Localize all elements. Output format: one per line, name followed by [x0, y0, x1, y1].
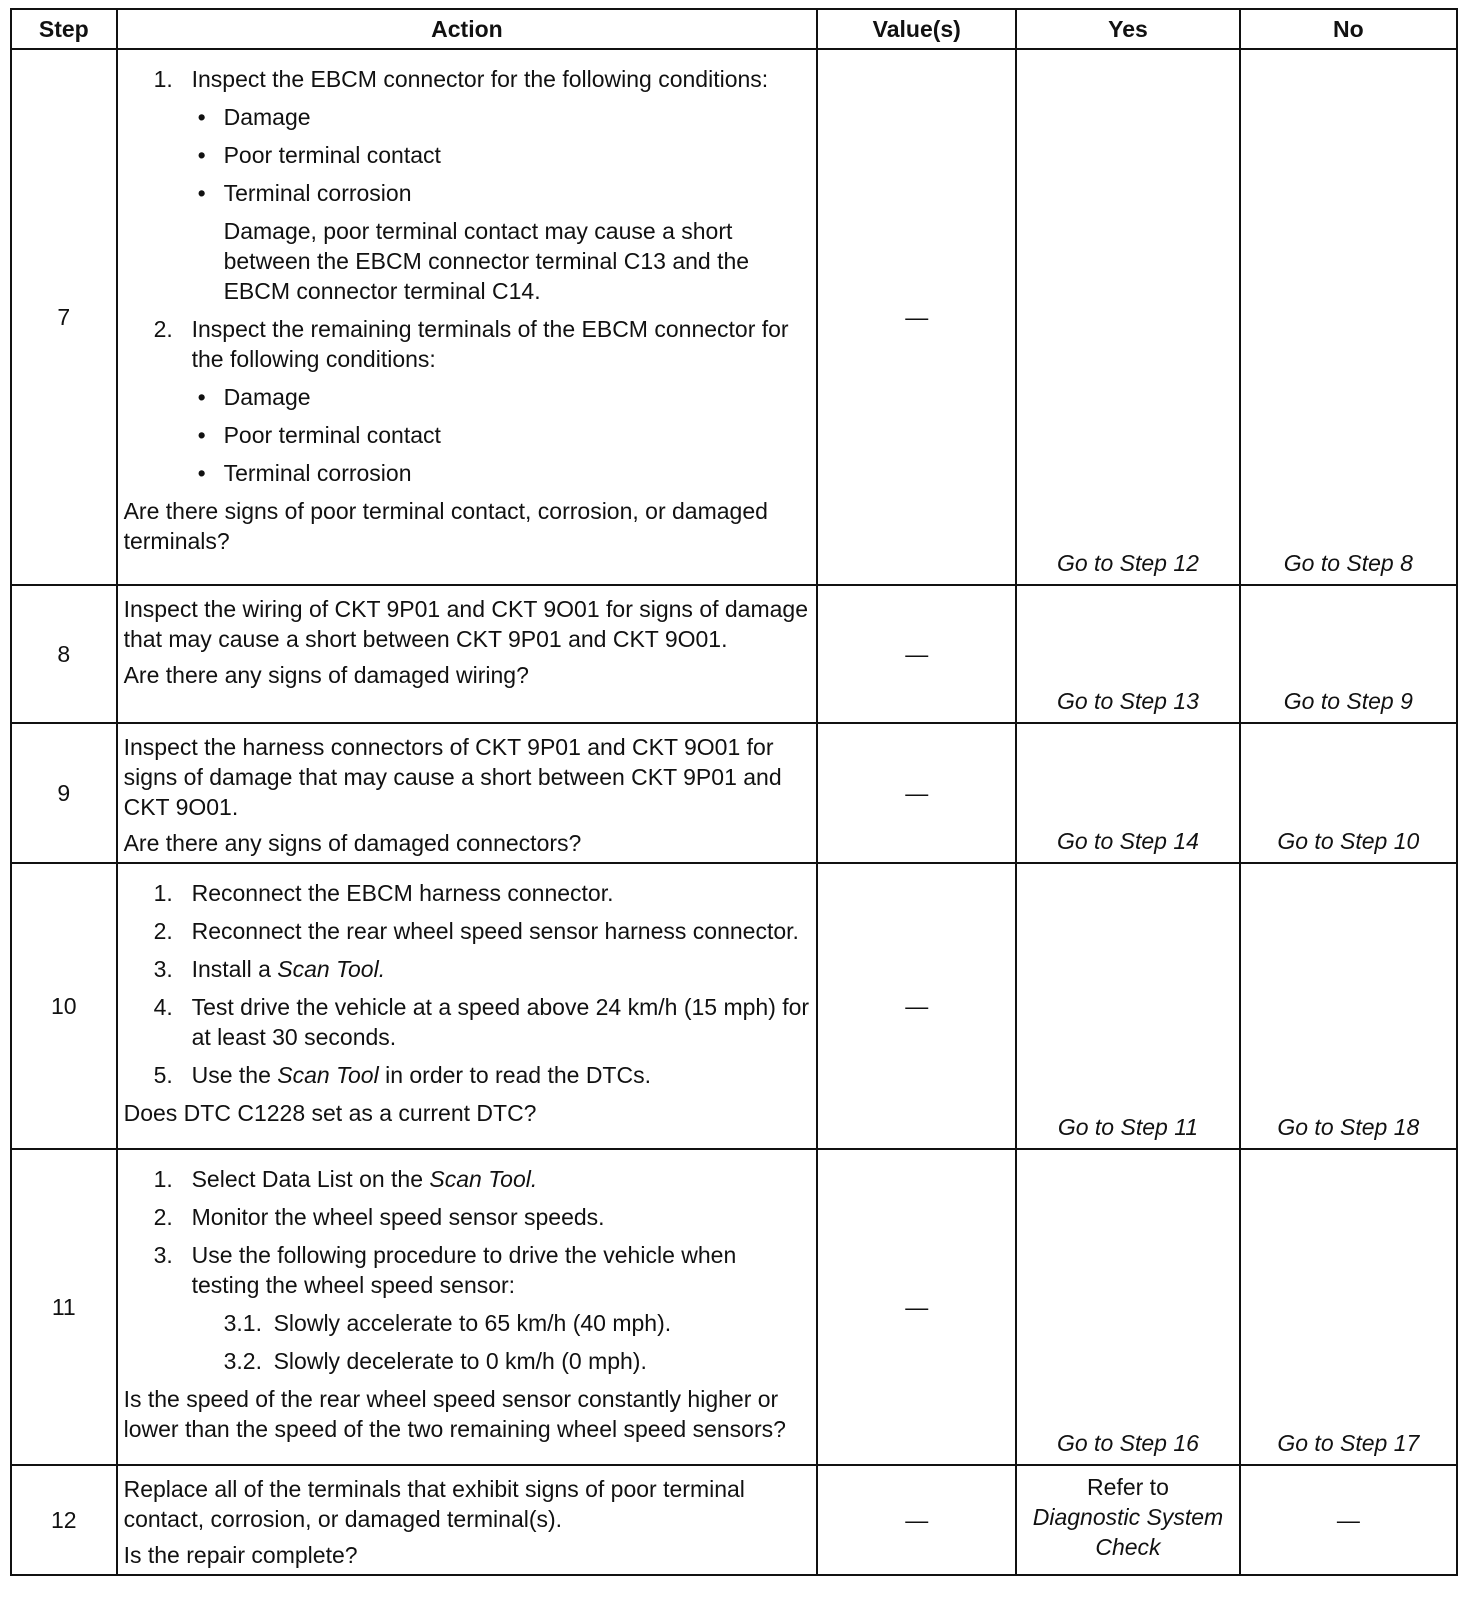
item-number: 1.: [153, 66, 173, 92]
list-item: [124, 1164, 811, 1194]
list-item: [124, 1240, 811, 1300]
yes-cell: Go to Step 12: [1016, 49, 1239, 585]
question-text: Are there any signs of damaged connectors?: [123, 830, 582, 856]
item-text: Inspect the remaining terminals of the EBCM connector for the following conditions:: [191, 316, 789, 372]
table-row: [11, 49, 1457, 585]
value-cell: —: [817, 585, 1016, 723]
question-text: Is the speed of the rear wheel speed sensor constantly higher or lower than the speed of the two remaining wheel speed sensors?: [123, 1386, 786, 1442]
header-action: Action: [117, 9, 818, 49]
item-text-italic: Scan Tool: [277, 1062, 379, 1088]
value-cell: —: [817, 863, 1016, 1149]
note-text: Damage, poor terminal contact may cause a short between the EBCM connector terminal C13 and the EBCM connector terminal C14.: [223, 218, 750, 304]
step-number: 10: [11, 863, 117, 1149]
table-row: [11, 1149, 1457, 1465]
item-text-italic: Scan Tool.: [429, 1166, 538, 1192]
bullet-item: [124, 178, 811, 208]
list-item: [124, 314, 811, 374]
no-cell: Go to Step 8: [1240, 49, 1457, 585]
item-number: 2.: [153, 918, 173, 944]
action-cell: [117, 1465, 818, 1575]
bullet-icon: •: [197, 142, 206, 168]
action-cell: [117, 585, 818, 723]
yes-cell: Go to Step 14: [1016, 723, 1239, 863]
bullet-icon: •: [197, 384, 206, 410]
bullet-text: Terminal corrosion: [223, 180, 412, 206]
bullet-icon: •: [197, 104, 206, 130]
sub-item: [124, 1346, 811, 1376]
action-cell: [117, 49, 818, 585]
item-text: Inspect the EBCM connector for the following conditions:: [191, 66, 769, 92]
bullet-text: Damage: [223, 104, 311, 130]
item-number: 1.: [153, 1166, 173, 1192]
sub-item: [124, 1308, 811, 1338]
sub-item-text: Slowly decelerate to 0 km/h (0 mph).: [273, 1348, 647, 1374]
value-cell: —: [817, 1149, 1016, 1465]
bullet-item: [124, 140, 811, 170]
header-row: [11, 9, 1457, 49]
yes-cell: Go to Step 11: [1016, 863, 1239, 1149]
bullet-icon: •: [197, 422, 206, 448]
value-cell: —: [817, 1465, 1016, 1575]
bullet-item: [124, 382, 811, 412]
action-text: Replace all of the terminals that exhibit signs of poor terminal contact, corrosion, or damaged terminal(s).: [123, 1476, 745, 1532]
question-text: Is the repair complete?: [123, 1542, 358, 1568]
item-text: Monitor the wheel speed sensor speeds.: [191, 1204, 605, 1230]
yes-cell: [1016, 1465, 1239, 1575]
list-item: [124, 64, 811, 94]
table-row: [11, 1465, 1457, 1575]
list-item: [124, 1060, 811, 1090]
list-item: [124, 1202, 811, 1232]
step-number: 7: [11, 49, 117, 585]
yes-cell: Go to Step 16: [1016, 1149, 1239, 1465]
value-cell: —: [817, 723, 1016, 863]
item-number: 3.: [153, 956, 173, 982]
table-row: [11, 585, 1457, 723]
item-text: Select Data List on the: [191, 1166, 430, 1192]
no-cell: Go to Step 10: [1240, 723, 1457, 863]
header-value: Value(s): [817, 9, 1016, 49]
item-number: 5.: [153, 1062, 173, 1088]
item-text: in order to read the DTCs.: [378, 1062, 651, 1088]
step-number: 9: [11, 723, 117, 863]
sub-item-number: 3.1.: [223, 1310, 262, 1336]
header-yes: Yes: [1016, 9, 1239, 49]
action-cell: [117, 863, 818, 1149]
bullet-text: Poor terminal contact: [223, 142, 441, 168]
header-step: Step: [11, 9, 117, 49]
item-text: Use the following procedure to drive the vehicle when testing the wheel speed sensor:: [191, 1242, 737, 1298]
item-number: 4.: [153, 994, 173, 1020]
item-number: 1.: [153, 880, 173, 906]
list-item: [124, 954, 811, 984]
item-text: Reconnect the rear wheel speed sensor harness connector.: [191, 918, 799, 944]
item-text: Reconnect the EBCM harness connector.: [191, 880, 614, 906]
item-text-italic: Scan Tool.: [277, 956, 386, 982]
refer-to-link: Diagnostic System Check: [1032, 1504, 1224, 1560]
question-text: Are there signs of poor terminal contact, corrosion, or damaged terminals?: [123, 498, 768, 554]
action-text: Inspect the harness connectors of CKT 9P01 and CKT 9O01 for signs of damage that may cause a short between CKT 9P01 and CKT 9O01.: [123, 734, 782, 820]
value-cell: —: [817, 49, 1016, 585]
bullet-text: Terminal corrosion: [223, 460, 412, 486]
action-text: Inspect the wiring of CKT 9P01 and CKT 9O01 for signs of damage that may cause a short between CKT 9P01 and CKT 9O01.: [123, 596, 809, 652]
no-cell: Go to Step 17: [1240, 1149, 1457, 1465]
bullet-item: [124, 420, 811, 450]
sub-item-text: Slowly accelerate to 65 km/h (40 mph).: [273, 1310, 672, 1336]
item-number: 3.: [153, 1242, 173, 1268]
refer-to-label: Refer to: [1087, 1474, 1169, 1500]
header-no: No: [1240, 9, 1457, 49]
bullet-icon: •: [197, 460, 206, 486]
table-row: [11, 723, 1457, 863]
bullet-icon: •: [197, 180, 206, 206]
action-cell: [117, 723, 818, 863]
step-number: 12: [11, 1465, 117, 1575]
question-text: Does DTC C1228 set as a current DTC?: [123, 1100, 537, 1126]
table-row: [11, 863, 1457, 1149]
item-text: Use the: [191, 1062, 278, 1088]
item-number: 2.: [153, 1204, 173, 1230]
action-cell: [117, 1149, 818, 1465]
no-cell: Go to Step 9: [1240, 585, 1457, 723]
bullet-item: [124, 458, 811, 488]
yes-cell: Go to Step 13: [1016, 585, 1239, 723]
list-item: [124, 878, 811, 908]
item-text: Test drive the vehicle at a speed above 24 km/h (15 mph) for at least 30 seconds.: [191, 994, 810, 1050]
item-number: 2.: [153, 316, 173, 342]
bullet-text: Damage: [223, 384, 311, 410]
sub-item-number: 3.2.: [223, 1348, 262, 1374]
no-cell: Go to Step 18: [1240, 863, 1457, 1149]
bullet-text: Poor terminal contact: [223, 422, 441, 448]
step-number: 11: [11, 1149, 117, 1465]
question-text: Are there any signs of damaged wiring?: [123, 662, 529, 688]
bullet-item: [124, 102, 811, 132]
item-text: Install a: [191, 956, 278, 982]
step-number: 8: [11, 585, 117, 723]
list-item: [124, 916, 811, 946]
diagnostic-table: [10, 8, 1458, 1576]
no-cell: —: [1240, 1465, 1457, 1575]
list-item: [124, 992, 811, 1052]
